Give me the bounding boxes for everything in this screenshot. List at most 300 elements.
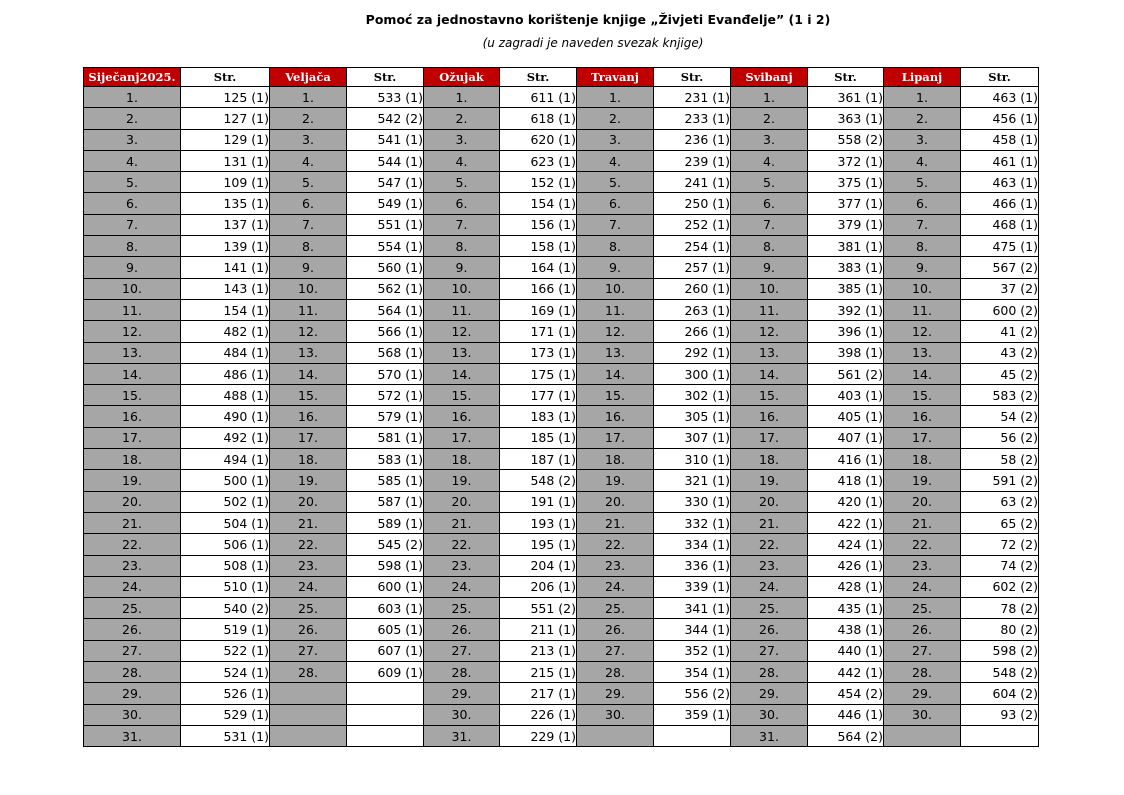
page-cell: 494 (1) — [181, 449, 270, 470]
day-cell — [270, 683, 347, 704]
day-cell: 27. — [270, 640, 347, 661]
page-cell: 598 (2) — [961, 640, 1039, 661]
page-cell: 611 (1) — [500, 87, 577, 108]
page-cell: 560 (1) — [347, 257, 424, 278]
day-cell: 25. — [424, 598, 500, 619]
table-row — [84, 150, 1039, 171]
day-cell: 29. — [577, 683, 654, 704]
page-cell: 623 (1) — [500, 150, 577, 171]
day-cell: 7. — [731, 214, 808, 235]
page-cell: 129 (1) — [181, 129, 270, 150]
day-cell: 11. — [424, 299, 500, 320]
day-cell: 29. — [424, 683, 500, 704]
page-cell: 420 (1) — [808, 491, 884, 512]
page-cell: 354 (1) — [654, 662, 731, 683]
page-cell: 545 (2) — [347, 534, 424, 555]
page-cell: 600 (1) — [347, 576, 424, 597]
day-cell: 6. — [884, 193, 961, 214]
page-cell — [347, 704, 424, 725]
page-cell: 522 (1) — [181, 640, 270, 661]
page-cell: 551 (1) — [347, 214, 424, 235]
page-cell: 54 (2) — [961, 406, 1039, 427]
day-cell: 28. — [270, 662, 347, 683]
page-cell: 526 (1) — [181, 683, 270, 704]
day-cell: 18. — [424, 449, 500, 470]
day-cell: 20. — [731, 491, 808, 512]
page-cell: 607 (1) — [347, 640, 424, 661]
table-row — [84, 619, 1039, 640]
page-cell: 583 (2) — [961, 385, 1039, 406]
day-cell: 4. — [84, 150, 181, 171]
day-cell: 2. — [84, 108, 181, 129]
page-cell: 581 (1) — [347, 427, 424, 448]
day-cell: 25. — [577, 598, 654, 619]
day-cell: 8. — [731, 236, 808, 257]
month-header: Svibanj — [731, 68, 808, 87]
table-row — [84, 108, 1039, 129]
day-cell: 3. — [577, 129, 654, 150]
page-cell: 195 (1) — [500, 534, 577, 555]
page-cell: 570 (1) — [347, 363, 424, 384]
page-cell: 572 (1) — [347, 385, 424, 406]
day-cell: 23. — [577, 555, 654, 576]
day-cell: 28. — [731, 662, 808, 683]
table-row — [84, 640, 1039, 661]
day-cell: 18. — [731, 449, 808, 470]
page-cell: 211 (1) — [500, 619, 577, 640]
table-row — [84, 598, 1039, 619]
page-cell — [347, 725, 424, 746]
day-cell: 22. — [84, 534, 181, 555]
page-cell — [654, 725, 731, 746]
page-cell: 466 (1) — [961, 193, 1039, 214]
day-cell: 7. — [577, 214, 654, 235]
page-cell: 152 (1) — [500, 172, 577, 193]
page-cell: 600 (2) — [961, 299, 1039, 320]
page-cell: 173 (1) — [500, 342, 577, 363]
page-column-header: Str. — [181, 68, 270, 87]
page-cell: 442 (1) — [808, 662, 884, 683]
day-cell — [270, 725, 347, 746]
page-cell: 56 (2) — [961, 427, 1039, 448]
page-cell: 475 (1) — [961, 236, 1039, 257]
page-cell: 519 (1) — [181, 619, 270, 640]
page-column-header: Str. — [347, 68, 424, 87]
page-cell: 392 (1) — [808, 299, 884, 320]
page-column-header: Str. — [500, 68, 577, 87]
page-cell: 547 (1) — [347, 172, 424, 193]
page-cell: 549 (1) — [347, 193, 424, 214]
page-cell: 591 (2) — [961, 470, 1039, 491]
page-cell: 93 (2) — [961, 704, 1039, 725]
page-cell: 175 (1) — [500, 363, 577, 384]
day-cell: 15. — [577, 385, 654, 406]
table-row — [84, 406, 1039, 427]
day-cell: 17. — [424, 427, 500, 448]
day-cell: 16. — [84, 406, 181, 427]
table-row — [84, 534, 1039, 555]
table-row — [84, 299, 1039, 320]
page-cell: 567 (2) — [961, 257, 1039, 278]
page-cell: 508 (1) — [181, 555, 270, 576]
page-cell: 183 (1) — [500, 406, 577, 427]
day-cell: 25. — [270, 598, 347, 619]
day-cell: 15. — [84, 385, 181, 406]
page-cell: 339 (1) — [654, 576, 731, 597]
table-row — [84, 87, 1039, 108]
day-cell: 7. — [884, 214, 961, 235]
day-cell: 8. — [84, 236, 181, 257]
page-cell: 468 (1) — [961, 214, 1039, 235]
day-cell: 22. — [270, 534, 347, 555]
day-cell: 21. — [270, 512, 347, 533]
page-cell: 137 (1) — [181, 214, 270, 235]
day-cell: 25. — [84, 598, 181, 619]
day-cell: 17. — [884, 427, 961, 448]
page-cell: 158 (1) — [500, 236, 577, 257]
page-cell: 618 (1) — [500, 108, 577, 129]
page-cell: 164 (1) — [500, 257, 577, 278]
day-cell: 29. — [84, 683, 181, 704]
page-cell: 461 (1) — [961, 150, 1039, 171]
page-cell: 310 (1) — [654, 449, 731, 470]
day-cell: 4. — [270, 150, 347, 171]
page-cell: 579 (1) — [347, 406, 424, 427]
page-cell: 109 (1) — [181, 172, 270, 193]
day-cell: 22. — [731, 534, 808, 555]
page-cell: 191 (1) — [500, 491, 577, 512]
page-cell: 213 (1) — [500, 640, 577, 661]
page-cell: 41 (2) — [961, 321, 1039, 342]
page-cell: 589 (1) — [347, 512, 424, 533]
page-cell: 171 (1) — [500, 321, 577, 342]
page-cell: 551 (2) — [500, 598, 577, 619]
page-cell: 587 (1) — [347, 491, 424, 512]
page-cell: 63 (2) — [961, 491, 1039, 512]
day-cell: 18. — [884, 449, 961, 470]
day-cell: 25. — [884, 598, 961, 619]
page-cell — [961, 725, 1039, 746]
page-cell: 156 (1) — [500, 214, 577, 235]
day-cell: 22. — [577, 534, 654, 555]
page-cell: 566 (1) — [347, 321, 424, 342]
page-cell: 131 (1) — [181, 150, 270, 171]
day-cell: 9. — [270, 257, 347, 278]
page-cell: 500 (1) — [181, 470, 270, 491]
day-cell: 9. — [84, 257, 181, 278]
page-cell: 305 (1) — [654, 406, 731, 427]
page-cell: 482 (1) — [181, 321, 270, 342]
page-cell: 463 (1) — [961, 87, 1039, 108]
day-cell: 21. — [424, 512, 500, 533]
day-cell: 13. — [577, 342, 654, 363]
page-cell: 363 (1) — [808, 108, 884, 129]
page-cell: 379 (1) — [808, 214, 884, 235]
reading-schedule-table — [83, 67, 1039, 747]
document-title: Pomoć za jednostavno korištenje knjige „Živjeti Evanđelje” (1 i 2) — [365, 12, 831, 27]
day-cell: 1. — [577, 87, 654, 108]
page-cell: 396 (1) — [808, 321, 884, 342]
day-cell — [270, 704, 347, 725]
page-cell: 602 (2) — [961, 576, 1039, 597]
day-cell: 30. — [84, 704, 181, 725]
page-cell: 330 (1) — [654, 491, 731, 512]
page-cell: 239 (1) — [654, 150, 731, 171]
page-cell: 229 (1) — [500, 725, 577, 746]
page-cell: 215 (1) — [500, 662, 577, 683]
day-cell: 23. — [884, 555, 961, 576]
day-cell: 30. — [577, 704, 654, 725]
table-header-row — [84, 68, 1039, 87]
page-cell: 185 (1) — [500, 427, 577, 448]
page-cell: 405 (1) — [808, 406, 884, 427]
day-cell: 15. — [424, 385, 500, 406]
page-cell: 492 (1) — [181, 427, 270, 448]
page-cell: 554 (1) — [347, 236, 424, 257]
day-cell: 16. — [270, 406, 347, 427]
day-cell: 26. — [884, 619, 961, 640]
day-cell: 13. — [884, 342, 961, 363]
table-row — [84, 662, 1039, 683]
day-cell: 26. — [577, 619, 654, 640]
day-cell: 20. — [884, 491, 961, 512]
table-row — [84, 576, 1039, 597]
page-cell: 139 (1) — [181, 236, 270, 257]
day-cell: 24. — [270, 576, 347, 597]
table-row — [84, 449, 1039, 470]
page-cell: 620 (1) — [500, 129, 577, 150]
page-cell: 568 (1) — [347, 342, 424, 363]
page-cell: 359 (1) — [654, 704, 731, 725]
table-row — [84, 427, 1039, 448]
table-row — [84, 491, 1039, 512]
day-cell: 23. — [731, 555, 808, 576]
page-cell: 206 (1) — [500, 576, 577, 597]
day-cell: 19. — [577, 470, 654, 491]
page-cell: 135 (1) — [181, 193, 270, 214]
day-cell: 27. — [884, 640, 961, 661]
day-cell: 10. — [731, 278, 808, 299]
page-cell: 233 (1) — [654, 108, 731, 129]
page-cell: 435 (1) — [808, 598, 884, 619]
day-cell: 17. — [84, 427, 181, 448]
day-cell: 9. — [731, 257, 808, 278]
page-cell: 544 (1) — [347, 150, 424, 171]
day-cell: 9. — [884, 257, 961, 278]
day-cell: 1. — [424, 87, 500, 108]
page-cell: 58 (2) — [961, 449, 1039, 470]
day-cell: 27. — [577, 640, 654, 661]
day-cell: 21. — [577, 512, 654, 533]
page-cell: 292 (1) — [654, 342, 731, 363]
day-cell: 30. — [424, 704, 500, 725]
day-cell: 21. — [731, 512, 808, 533]
page-cell: 484 (1) — [181, 342, 270, 363]
table-row — [84, 193, 1039, 214]
page-cell: 352 (1) — [654, 640, 731, 661]
table-row — [84, 363, 1039, 384]
day-cell: 1. — [731, 87, 808, 108]
day-cell: 27. — [731, 640, 808, 661]
page-cell: 302 (1) — [654, 385, 731, 406]
page-cell: 598 (1) — [347, 555, 424, 576]
page-cell: 217 (1) — [500, 683, 577, 704]
page-cell: 540 (2) — [181, 598, 270, 619]
day-cell: 18. — [84, 449, 181, 470]
page-cell: 438 (1) — [808, 619, 884, 640]
page-cell: 204 (1) — [500, 555, 577, 576]
day-cell: 20. — [270, 491, 347, 512]
day-cell: 18. — [577, 449, 654, 470]
day-cell: 11. — [884, 299, 961, 320]
day-cell: 5. — [731, 172, 808, 193]
day-cell: 10. — [424, 278, 500, 299]
day-cell: 17. — [577, 427, 654, 448]
day-cell: 3. — [884, 129, 961, 150]
day-cell: 11. — [270, 299, 347, 320]
day-cell: 18. — [270, 449, 347, 470]
day-cell: 28. — [84, 662, 181, 683]
day-cell: 2. — [731, 108, 808, 129]
day-cell: 30. — [884, 704, 961, 725]
page-cell: 74 (2) — [961, 555, 1039, 576]
day-cell: 15. — [731, 385, 808, 406]
page-cell: 506 (1) — [181, 534, 270, 555]
day-cell: 26. — [270, 619, 347, 640]
day-cell: 1. — [84, 87, 181, 108]
day-cell: 25. — [731, 598, 808, 619]
page-cell: 375 (1) — [808, 172, 884, 193]
day-cell: 19. — [84, 470, 181, 491]
day-cell: 19. — [424, 470, 500, 491]
page-cell: 321 (1) — [654, 470, 731, 491]
day-cell: 22. — [424, 534, 500, 555]
day-cell: 5. — [424, 172, 500, 193]
day-cell: 24. — [84, 576, 181, 597]
day-cell: 5. — [84, 172, 181, 193]
day-cell: 14. — [270, 363, 347, 384]
page-cell: 603 (1) — [347, 598, 424, 619]
page-cell: 383 (1) — [808, 257, 884, 278]
day-cell: 27. — [84, 640, 181, 661]
day-cell: 19. — [270, 470, 347, 491]
day-cell: 13. — [270, 342, 347, 363]
day-cell: 14. — [84, 363, 181, 384]
day-cell: 12. — [270, 321, 347, 342]
page-cell: 416 (1) — [808, 449, 884, 470]
day-cell: 4. — [884, 150, 961, 171]
page-cell: 542 (2) — [347, 108, 424, 129]
page-cell: 486 (1) — [181, 363, 270, 384]
month-header: Siječanj2025. — [84, 68, 181, 87]
day-cell: 28. — [884, 662, 961, 683]
page-cell: 490 (1) — [181, 406, 270, 427]
day-cell: 8. — [270, 236, 347, 257]
page-cell: 241 (1) — [654, 172, 731, 193]
table-row — [84, 470, 1039, 491]
table-body — [84, 87, 1039, 747]
day-cell: 9. — [424, 257, 500, 278]
page-cell: 426 (1) — [808, 555, 884, 576]
day-cell: 17. — [731, 427, 808, 448]
day-cell: 30. — [731, 704, 808, 725]
day-cell: 27. — [424, 640, 500, 661]
page-cell: 307 (1) — [654, 427, 731, 448]
table-row — [84, 129, 1039, 150]
page-cell: 257 (1) — [654, 257, 731, 278]
day-cell: 16. — [731, 406, 808, 427]
page-cell: 609 (1) — [347, 662, 424, 683]
page-cell: 78 (2) — [961, 598, 1039, 619]
day-cell: 3. — [424, 129, 500, 150]
page-cell: 558 (2) — [808, 129, 884, 150]
day-cell: 20. — [577, 491, 654, 512]
page-cell: 583 (1) — [347, 449, 424, 470]
day-cell: 8. — [884, 236, 961, 257]
page-cell: 252 (1) — [654, 214, 731, 235]
day-cell: 6. — [731, 193, 808, 214]
page-cell: 533 (1) — [347, 87, 424, 108]
day-cell: 12. — [424, 321, 500, 342]
day-cell: 24. — [424, 576, 500, 597]
day-cell: 14. — [884, 363, 961, 384]
day-cell — [884, 725, 961, 746]
day-cell: 4. — [577, 150, 654, 171]
page-cell: 336 (1) — [654, 555, 731, 576]
day-cell: 23. — [84, 555, 181, 576]
day-cell: 2. — [270, 108, 347, 129]
day-cell: 26. — [731, 619, 808, 640]
day-cell: 20. — [84, 491, 181, 512]
day-cell: 20. — [424, 491, 500, 512]
day-cell: 31. — [424, 725, 500, 746]
day-cell: 6. — [424, 193, 500, 214]
table-row — [84, 257, 1039, 278]
day-cell: 29. — [731, 683, 808, 704]
day-cell: 11. — [731, 299, 808, 320]
page-cell: 463 (1) — [961, 172, 1039, 193]
day-cell: 16. — [884, 406, 961, 427]
table-row — [84, 725, 1039, 746]
page-cell: 398 (1) — [808, 342, 884, 363]
page-cell: 143 (1) — [181, 278, 270, 299]
day-cell: 5. — [577, 172, 654, 193]
table-row — [84, 278, 1039, 299]
day-cell: 3. — [731, 129, 808, 150]
page-cell: 254 (1) — [654, 236, 731, 257]
table-row — [84, 172, 1039, 193]
day-cell: 11. — [577, 299, 654, 320]
day-cell: 31. — [731, 725, 808, 746]
day-cell — [577, 725, 654, 746]
day-cell: 6. — [270, 193, 347, 214]
page-cell: 548 (2) — [500, 470, 577, 491]
page-cell: 458 (1) — [961, 129, 1039, 150]
page-cell: 166 (1) — [500, 278, 577, 299]
page-cell: 424 (1) — [808, 534, 884, 555]
page-cell: 381 (1) — [808, 236, 884, 257]
page-cell: 300 (1) — [654, 363, 731, 384]
day-cell: 10. — [577, 278, 654, 299]
page-cell: 341 (1) — [654, 598, 731, 619]
day-cell: 14. — [731, 363, 808, 384]
page-cell: 504 (1) — [181, 512, 270, 533]
page-cell: 502 (1) — [181, 491, 270, 512]
day-cell: 14. — [577, 363, 654, 384]
page-cell: 141 (1) — [181, 257, 270, 278]
month-header: Veljača — [270, 68, 347, 87]
page-cell: 37 (2) — [961, 278, 1039, 299]
